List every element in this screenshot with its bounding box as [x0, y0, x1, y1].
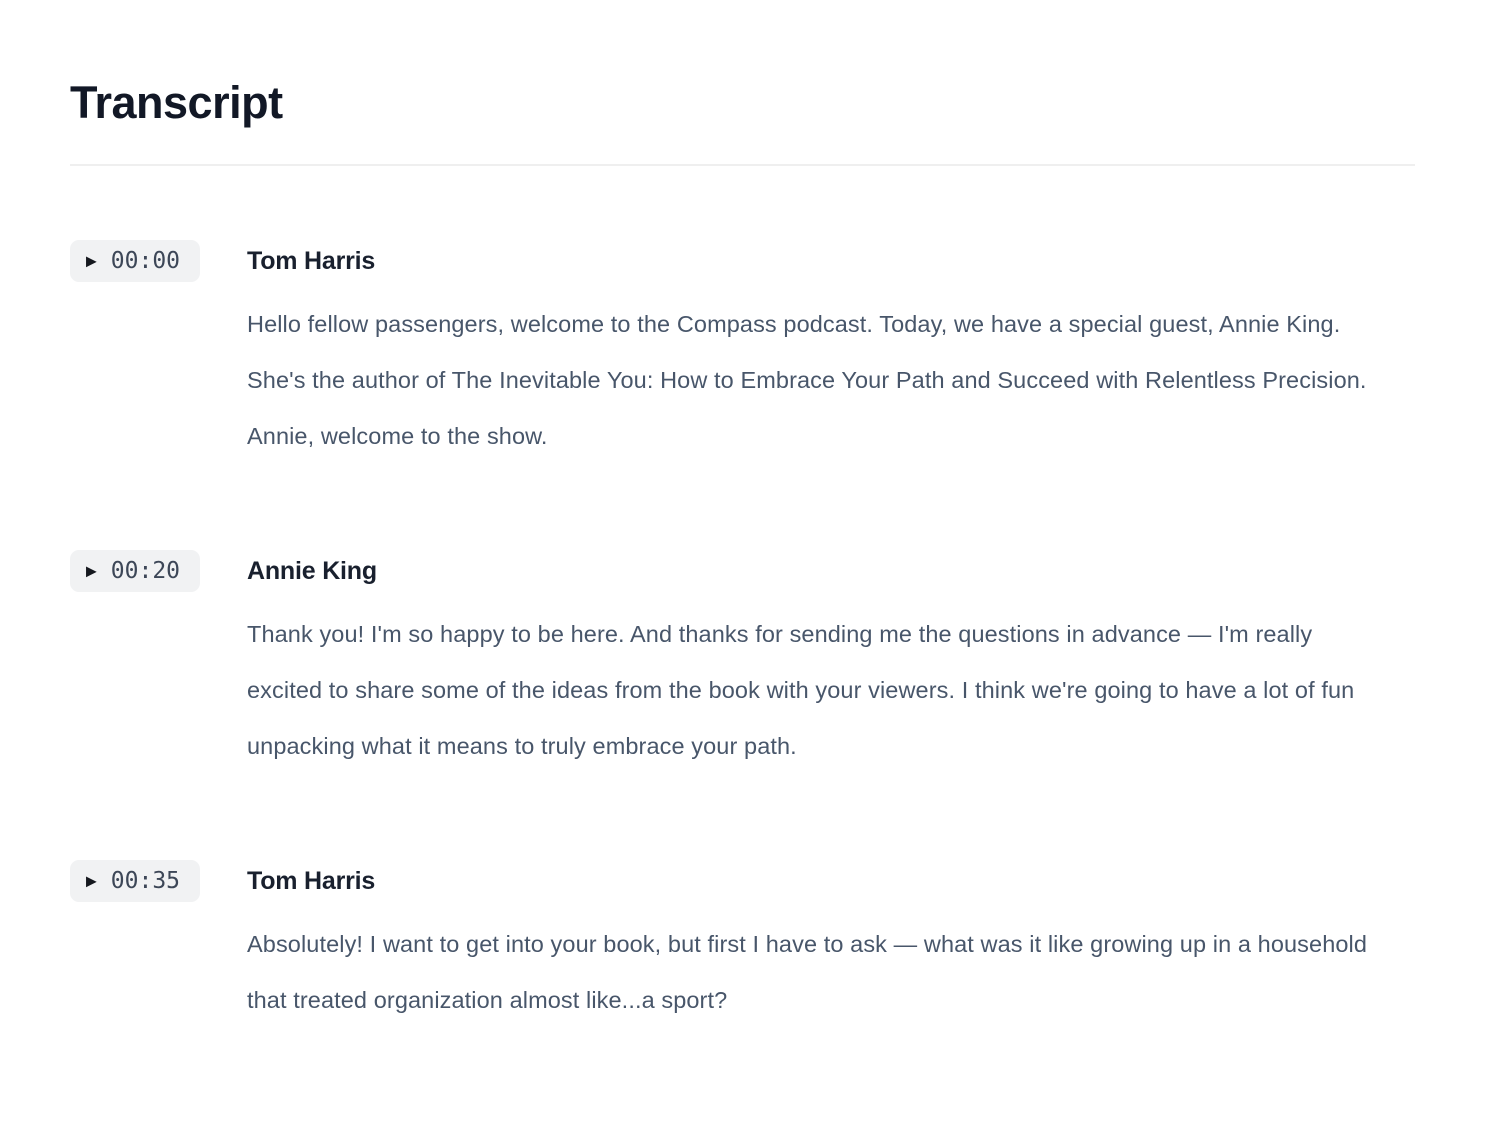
entry-body: [247, 240, 1415, 464]
transcript-entry: [70, 860, 1415, 1028]
speaker-name: Tom Harris: [247, 866, 376, 895]
entry-body: [247, 550, 1415, 774]
utterance-text: Thank you! I'm so happy to be here. And thanks for sending me the questions in advance — I'm really excited to share some of the ideas from the book with your viewers. I think we're going to have a lot of fun unpacking what it means to truly embrace your path.: [247, 620, 1355, 759]
transcript-entry: [70, 550, 1415, 774]
utterance-text: Hello fellow passengers, welcome to the Compass podcast. Today, we have a special guest, Annie King. She's the author of The Inevitable You: How to Embrace Your Path and Succeed with Relentless Precision. Annie, welcome to the show.: [247, 310, 1367, 449]
timestamp-label: 00:20: [110, 558, 181, 584]
timestamp-label: 00:35: [110, 868, 181, 894]
play-timestamp-button[interactable]: [70, 240, 200, 282]
play-icon: ▶: [86, 562, 97, 578]
play-icon: ▶: [86, 252, 97, 268]
timestamp-label: 00:00: [110, 248, 181, 274]
entry-body: [247, 860, 1415, 1028]
play-icon: ▶: [86, 872, 97, 888]
play-timestamp-button[interactable]: [70, 550, 200, 592]
speaker-name: Annie King: [247, 556, 377, 585]
transcript-entry: [70, 240, 1415, 464]
utterance-text: Absolutely! I want to get into your book, but first I have to ask — what was it like growing up in a household that treated organization almost like...a sport?: [247, 930, 1368, 1013]
play-timestamp-button[interactable]: [70, 860, 200, 902]
page-title: Transcript: [70, 77, 283, 128]
title-divider: [70, 164, 1415, 166]
speaker-name: Tom Harris: [247, 246, 376, 275]
